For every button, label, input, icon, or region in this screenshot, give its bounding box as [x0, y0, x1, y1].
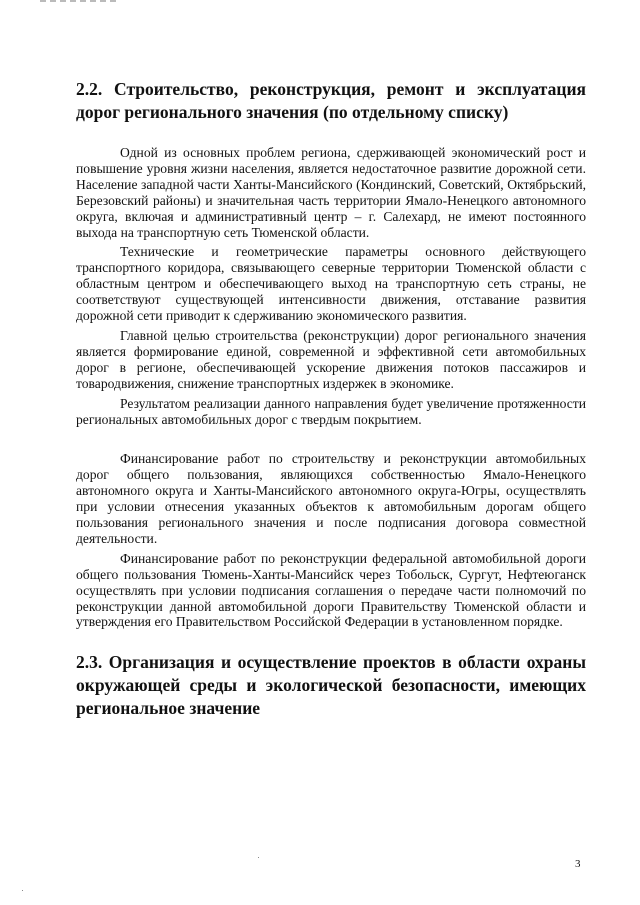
section-heading-2-3: 2.3. Организация и осуществление проектов в области охраны окружающей среды и экологической безопасности, имеющих региональное значение — [76, 652, 586, 719]
paragraph: Технические и геометрические параметры основного действующего транспортного коридора, связывающего северные территории Тюменской области с областным центром и обеспечивающего выход на транспортную сеть страны, не соответствуют существующей интенсивности движения, отставание развития дорожной сети приводит к сдерживанию экономического развития. — [76, 244, 586, 324]
scan-speck — [22, 890, 23, 891]
page-number: 3 — [575, 858, 581, 870]
paragraph: Финансирование работ по реконструкции федеральной автомобильной дороги общего пользования Тюмень-Ханты-Мансийск через Тобольск, Сургут, Нефтеюганск осуществлять при условии подписания соглашения о передаче части полномочий по реконструкции данной автомобильной дороги Правительству Тюменской области и утверждения его Правительством Российской Федерации в установленном порядке. — [76, 550, 586, 630]
paragraph: Главной целью строительства (реконструкции) дорог регионального значения является формирование единой, современной и эффективной сети автомобильных дорог в регионе, обеспечивающей ускорение движения потоков пассажиров и товародвижения, снижение транспортных издержек в экономике. — [76, 327, 586, 391]
scan-edge-mark — [40, 0, 120, 2]
paragraph: Финансирование работ по строительству и реконструкции автомобильных дорог общего пользования, являющихся собственностью Ямало-Ненецкого автономного округа и Ханты-Мансийского автономного округа-Югры, осуществлять при условии отнесения указанных объектов к автомобильным дорогам общего пользования регионального значения и после подписания договора совместной деятельности. — [76, 451, 586, 546]
page-content — [76, 78, 586, 741]
section-heading-2-2: 2.2. Строительство, реконструкция, ремонт и эксплуатация дорог регионального значения (по отдельному списку) — [76, 79, 586, 122]
paragraph-gap — [76, 431, 586, 451]
scan-speck — [258, 857, 259, 858]
paragraph: Результатом реализации данного направления будет увеличение протяженности региональных автомобильных дорог с твердым покрытием. — [76, 395, 586, 427]
paragraph: Одной из основных проблем региона, сдерживающей экономический рост и повышение уровня жизни населения, является недостаточное развитие дорожной сети. Население западной части Ханты-Мансийского (Кондинский, Советский, Октябрьский, Березовский районы) и значительная часть территории Ямало-Ненецкого автономного округа, включая и административный центр – г. Салехард, не имеют постоянного выхода на транспортную сеть Тюменской области. — [76, 145, 586, 240]
